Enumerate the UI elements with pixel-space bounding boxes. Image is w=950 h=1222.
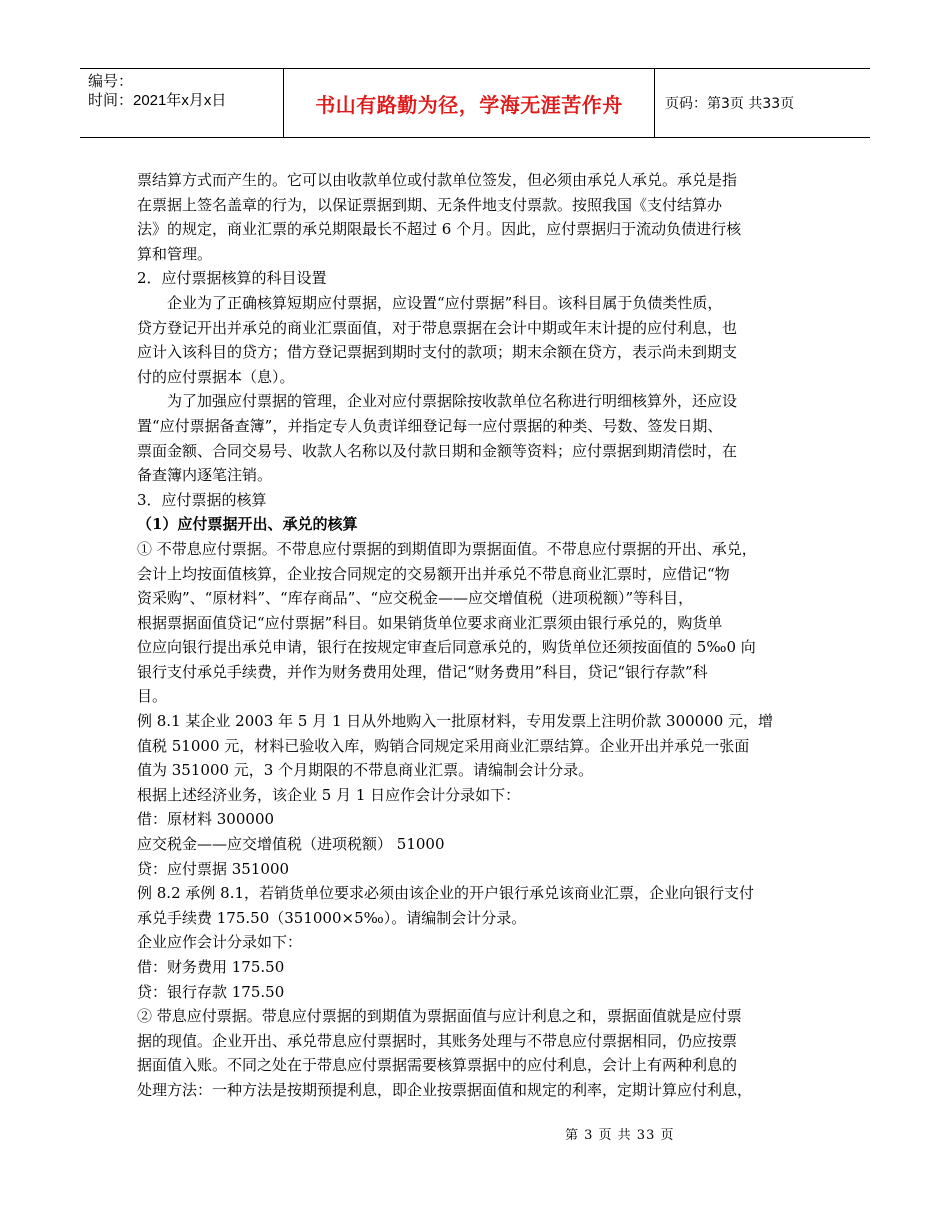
journal-entry-line: 贷：银行存款 175.50 bbox=[137, 982, 285, 1001]
body-line: 会计上均按面值核算，企业按合同规定的交易额开出并承兑不带息商业汇票时，应借记“物 bbox=[137, 564, 730, 583]
journal-entry-line: 应交税金——应交增值税（进项税额） 51000 bbox=[137, 835, 445, 854]
body-line: 票结算方式而产生的。它可以由收款单位或付款单位签发，但必须由承兑人承兑。承兑是指 bbox=[137, 171, 738, 189]
body-line: 根据上述经济业务，该企业 5 月 1 日应作会计分录如下： bbox=[137, 785, 521, 804]
body-line: 资采购”、“原材料”、“库存商品”、“应交税金——应交增值税（进项税额）”等科目， bbox=[137, 589, 694, 608]
journal-entry-line: 贷：应付票据 351000 bbox=[137, 859, 290, 878]
date-label: 时间：2021年x月x日 bbox=[88, 92, 227, 109]
header-page-cell bbox=[655, 69, 870, 137]
header-meta-cell bbox=[80, 69, 284, 137]
header-motto-cell bbox=[284, 69, 655, 137]
example-line: 值为 351000 元，3 个月期限的不带息商业汇票。请编制会计分录。 bbox=[137, 761, 594, 780]
section-heading: 2．应付票据核算的科目设置 bbox=[137, 269, 327, 288]
body-line: 在票据上签名盖章的行为，以保证票据到期、无条件地支付票款。按照我国《支付结算办 bbox=[137, 195, 723, 214]
example-line: 值税 51000 元，材料已验收入库，购销合同规定采用商业汇票结算。企业开出并承兑一张面 bbox=[137, 736, 750, 755]
body-line: 备查簿内逐笔注销。 bbox=[137, 466, 273, 485]
page-number-label: 页码：第3页 共33页 bbox=[665, 96, 795, 112]
page-footer: 第 3 页 共 33 页 bbox=[565, 1128, 675, 1143]
page-header bbox=[80, 68, 870, 138]
body-line: ① 不带息应付票据。不带息应付票据的到期值即为票据面值。不带息应付票据的开出、承兑， bbox=[137, 539, 757, 558]
body-line: 据的现值。企业开出、承兑带息应付票据时，其账务处理与不带息应付票据相同，仍应按票 bbox=[137, 1031, 738, 1050]
body-line: 贷方登记开出并承兑的商业汇票面值，对于带息票据在会计中期或年末计提的应付利息，也 bbox=[137, 318, 738, 337]
body-line: 目。 bbox=[137, 687, 168, 706]
body-line: ② 带息应付票据。带息应付票据的到期值为票据面值与应计利息之和，票据面值就是应付票 bbox=[137, 1007, 742, 1026]
body-line: 据面值入账。不同之处在于带息应付票据需要核算票据中的应付利息，会计上有两种利息的 bbox=[137, 1056, 738, 1075]
body-line: 置“应付票据备查簿”，并指定专人负责详细登记每一应付票据的种类、号数、签发日期、 bbox=[137, 416, 723, 435]
body-line: 位应向银行提出承兑申请，银行在按规定审查后同意承兑的，购货单位还须按面值的 5‰0 向 bbox=[137, 638, 756, 657]
body-line: 根据票据面值贷记“应付票据”科目。如果销货单位要求商业汇票须由银行承兑的，购货单 bbox=[137, 613, 723, 632]
body-line: 算和管理。 bbox=[137, 244, 213, 263]
body-line: 企业应作会计分录如下： bbox=[137, 933, 303, 952]
body-line: 应计入该科目的贷方；借方登记票据到期时支付的款项；期末余额在贷方，表示尚未到期支 bbox=[137, 343, 738, 362]
section-heading: 3．应付票据的核算 bbox=[137, 490, 267, 509]
example-line: 例 8.2 承例 8.1，若销货单位要求必须由该企业的开户银行承兑该商业汇票，企业向银行支付 bbox=[137, 884, 755, 903]
motto-text: 书山有路勤为径，学海无涯苦作舟 bbox=[315, 92, 623, 117]
body-line: 付的应付票据本（息）。 bbox=[137, 367, 295, 386]
journal-entry-line: 借：财务费用 175.50 bbox=[137, 958, 285, 976]
number-label: 编号： bbox=[88, 73, 134, 90]
subsection-heading: （1）应付票据开出、承兑的核算 bbox=[137, 515, 358, 534]
body-line: 为了加强应付票据的管理，企业对应付票据除按收款单位名称进行明细核算外，还应设 bbox=[137, 392, 738, 411]
example-line: 承兑手续费 175.50（351000×5‰）。请编制会计分录。 bbox=[137, 908, 527, 927]
body-line: 票面金额、合同交易号、收款人名称以及付款日期和金额等资料；应付票据到期清偿时，在 bbox=[137, 441, 738, 460]
body-line: 处理方法：一种方法是按期预提利息，即企业按票据面值和规定的利率，定期计算应付利息， bbox=[137, 1080, 753, 1099]
example-line: 例 8.1 某企业 2003 年 5 月 1 日从外地购入一批原材料，专用发票上注明价款 300000 元，增 bbox=[137, 712, 774, 731]
body-line: 银行支付承兑手续费，并作为财务费用处理，借记“财务费用”科目，贷记“银行存款”科 bbox=[137, 662, 708, 681]
document-body bbox=[137, 168, 817, 1103]
journal-entry-line: 借：原材料 300000 bbox=[137, 810, 275, 829]
body-line: 企业为了正确核算短期应付票据，应设置“应付票据”科目。该科目属于负债类性质， bbox=[137, 293, 723, 312]
body-line: 法》的规定，商业汇票的承兑期限最长不超过 6 个月。因此，应付票据归于流动负债进行核 bbox=[137, 220, 742, 239]
